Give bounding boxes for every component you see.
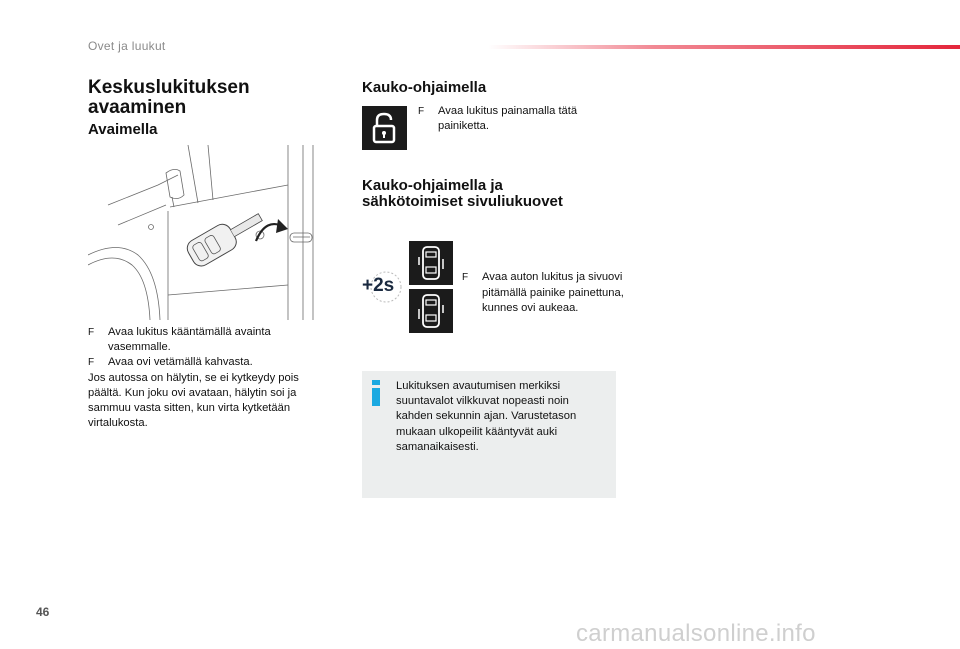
bullet-text: Avaa auton lukitus ja sivuovi pitämällä painike painettuna, kunnes ovi aukeaa. (482, 271, 624, 314)
list-item (88, 325, 328, 355)
sliding-door-instruction (462, 270, 632, 316)
van-sliding-door-icon (409, 289, 453, 333)
info-text: Lukituksen avautumisen merkiksi suuntavalot vilkkuvat nopeasti noin kahden sekunnin ajan. Varustetason mukaan ulkopeilit kääntyvät auki samanaikaisesti. (396, 380, 577, 453)
unlock-button-box (362, 106, 407, 150)
bullet-marker: F (462, 272, 469, 284)
watermark: carmanualsonline.info (576, 620, 816, 647)
bullet-marker: F (88, 327, 95, 338)
hold-badge (362, 269, 402, 305)
info-icon (370, 380, 382, 406)
header-accent-bar (488, 45, 960, 49)
key-instructions (88, 325, 328, 431)
remote-instruction (418, 104, 628, 134)
page-number: 46 (36, 605, 50, 619)
bullet-marker: F (88, 357, 95, 369)
sliding-door-box-2 (409, 289, 453, 333)
section-sliding-doors-title: Kauko-ohjaimella ja sähkötoimiset sivuliukuovet (362, 177, 563, 210)
bullet-text: Avaa lukitus kääntämällä avainta vasemmalle. (108, 326, 271, 354)
bullet-text: Avaa lukitus painamalla tätä painiketta. (438, 105, 578, 133)
car-door-key-icon (88, 145, 338, 320)
hold-duration-label: +2s (362, 275, 395, 296)
page-title: Keskuslukituksen avaaminen (88, 77, 250, 118)
sliding-door-box-1 (409, 241, 453, 285)
car-door-key-illustration (88, 145, 338, 320)
van-sliding-door-icon (409, 241, 453, 285)
subtitle-key: Avaimella (88, 121, 158, 138)
alarm-paragraph: Jos autossa on hälytin, se ei kytkeydy pois päältä. Kun joku ovi avataan, hälytin soi ja sammuu vasta sitten, kun virta kytketään virtalukosta. (88, 371, 299, 430)
list-item (88, 355, 328, 370)
bullet-text: Avaa ovi vetämällä kahvasta. (108, 356, 253, 369)
section-remote-title: Kauko-ohjaimella (362, 79, 487, 96)
padlock-open-icon (362, 106, 407, 150)
bullet-marker: F (418, 106, 425, 117)
section-header: Ovet ja luukut (88, 39, 166, 53)
